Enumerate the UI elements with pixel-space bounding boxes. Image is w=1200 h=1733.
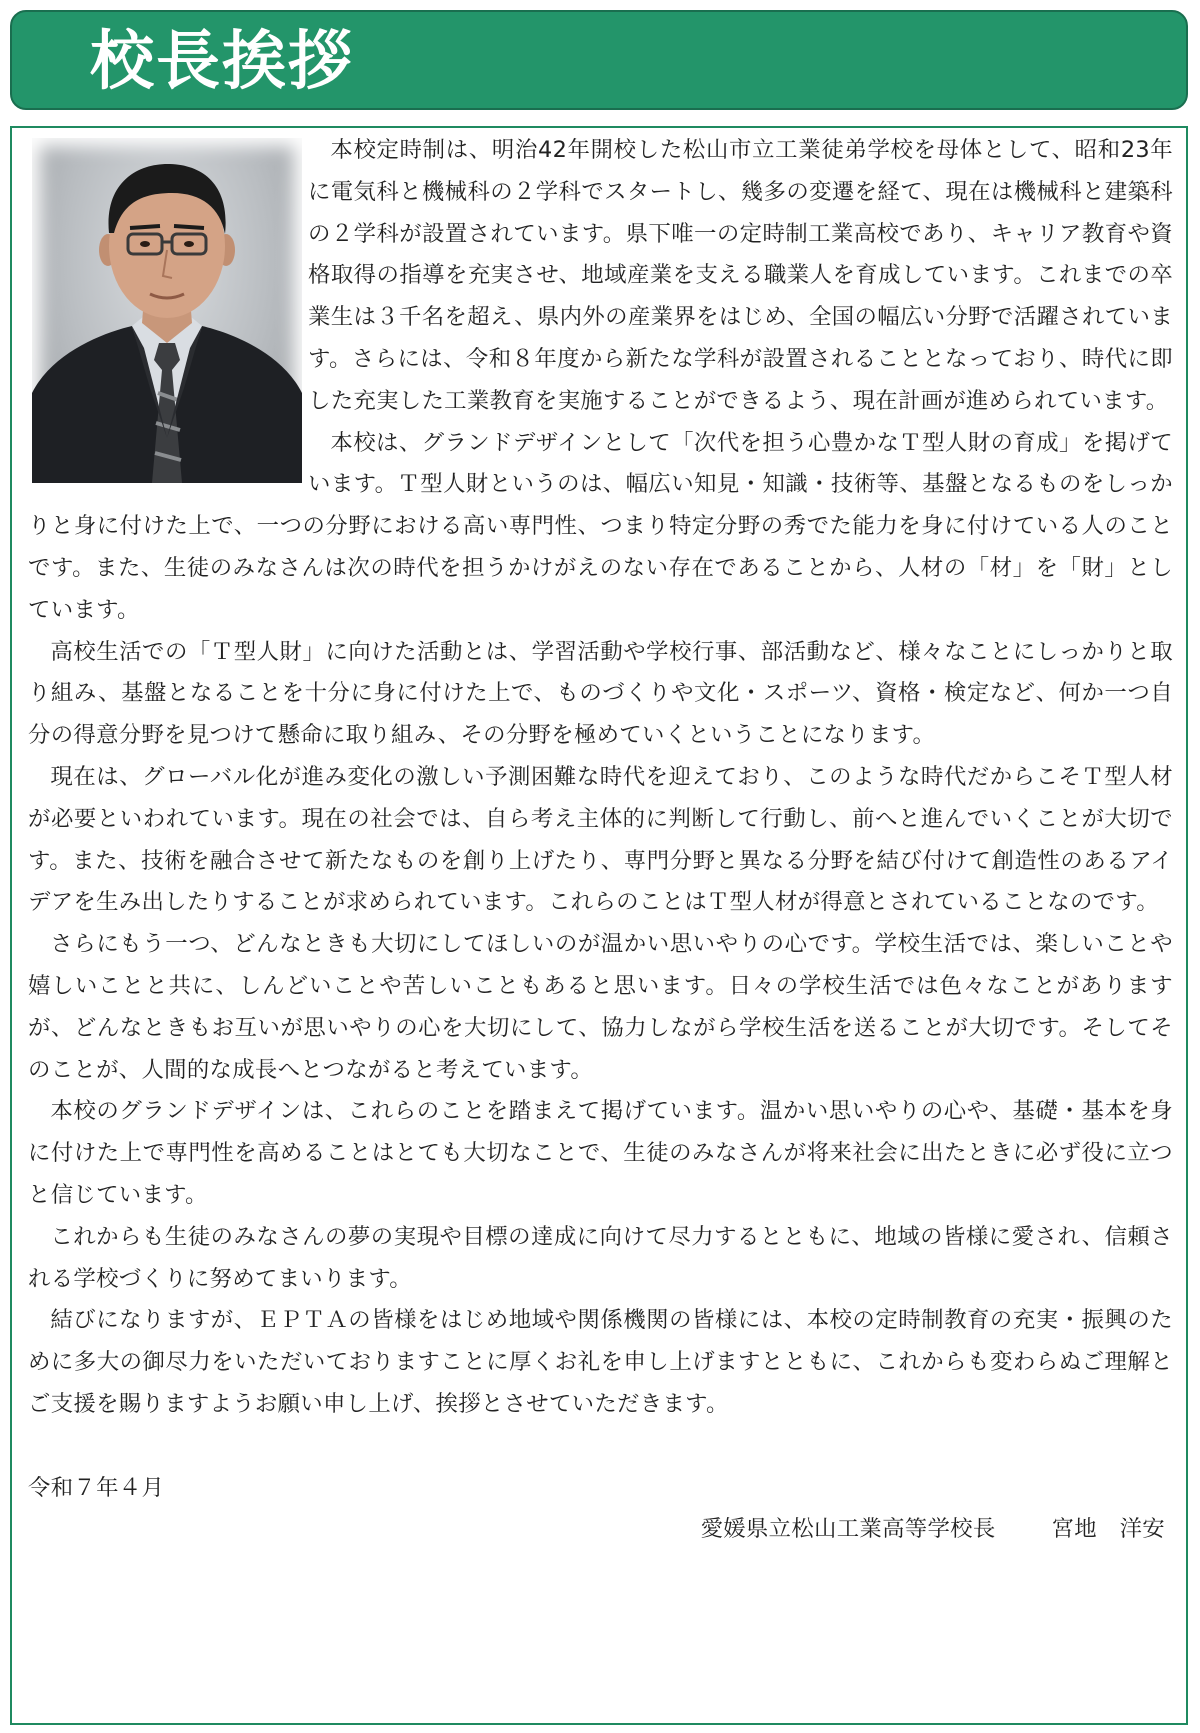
content-frame bbox=[10, 126, 1188, 1725]
date-line: 令和７年４月 bbox=[28, 1474, 165, 1501]
page-header bbox=[10, 10, 1188, 110]
greeting-text bbox=[28, 130, 1173, 1551]
signature-line bbox=[28, 1509, 1173, 1551]
paragraph-3: 高校生活での「Ｔ型人財」に向けた活動とは、学習活動や学校行事、部活動など、様々なことにしっかりと取り組み、基盤となることを十分に身に付けた上で、ものづくりや文化・スポーツ、資格・検定など、何か一つ自分の得意分野を見つけて懸命に取り組み、その分野を極めていくということになります。 bbox=[28, 638, 1173, 749]
paragraph-7: これからも生徒のみなさんの夢の実現や目標の達成に向けて尽力するとともに、地域の皆様に愛され、信頼される学校づくりに努めてまいります。 bbox=[28, 1223, 1173, 1292]
page-title: 校長挨拶 bbox=[90, 25, 354, 99]
spacer bbox=[28, 1426, 1173, 1468]
paragraph-2: 本校は、グランドデザインとして「次代を担う心豊かなＴ型人財の育成」を掲げています。Ｔ型人財というのは、幅広い知見・知識・技術等、基盤となるものをしっかりと身に付けた上で、一つの分野における高い専門性、つまり特定分野の秀でた能力を身に付けている人のことです。また、生徒のみなさんは次の時代を担うかけがえのない存在であることから、人材の「材」を「財」としています。 bbox=[28, 429, 1173, 623]
signature-title: 愛媛県立松山工業高等学校長 bbox=[700, 1516, 996, 1543]
paragraph-1: 本校定時制は、明治42年開校した松山市立工業徒弟学校を母体として、昭和23年に電気科と機械科の２学科でスタートし、幾多の変遷を経て、現在は機械科と建築科の２学科が設置されています。県下唯一の定時制工業高校であり、キャリア教育や資格取得の指導を充実させ、地域産業を支える職業人を育成しています。これまでの卒業生は３千名を超え、県内外の産業界をはじめ、全国の幅広い分野で活躍されています。さらには、令和８年度から新たな学科が設置されることとなっており、時代に即した充実した工業教育を実施することができるよう、現在計画が進められています。 bbox=[308, 137, 1173, 414]
paragraph-5: さらにもう一つ、どんなときも大切にしてほしいのが温かい思いやりの心です。学校生活では、楽しいことや嬉しいことと共に、しんどいことや苦しいこともあると思います。日々の学校生活では色々なことがありますが、どんなときもお互いが思いやりの心を大切にして、協力しながら学校生活を送ることが大切です。そしてそのことが、人間的な成長へとつながると考えています。 bbox=[28, 931, 1173, 1083]
signature-name: 宮地 洋安 bbox=[1051, 1516, 1165, 1543]
photo-space bbox=[28, 130, 308, 506]
paragraph-8: 結びになりますが、ＥＰＴＡの皆様をはじめ地域や関係機関の皆様には、本校の定時制教育の充実・振興のために多大の御尽力をいただいておりますことに厚くお礼を申し上げますとともに、これからも変わらぬご理解とご支援を賜りますようお願い申し上げ、挨拶とさせていただきます。 bbox=[28, 1307, 1173, 1417]
paragraph-4: 現在は、グローバル化が進み変化の激しい予測困難な時代を迎えており、このような時代だからこそＴ型人材が必要といわれています。現在の社会では、自ら考え主体的に判断して行動し、前へと進んでいくことが大切です。また、技術を融合させて新たなものを創り上げたり、専門分野と異なる分野を結び付けて創造性のあるアイデアを生み出したりすることが求められています。これらのことはＴ型人材が得意とされていることなのです。 bbox=[28, 763, 1173, 916]
paragraph-6: 本校のグランドデザインは、これらのことを踏まえて掲げています。温かい思いやりの心や、基礎・基本を身に付けた上で専門性を高めることはとても大切なことで、生徒のみなさんが将来社会に出たときに必ず役に立つと信じています。 bbox=[28, 1098, 1173, 1208]
